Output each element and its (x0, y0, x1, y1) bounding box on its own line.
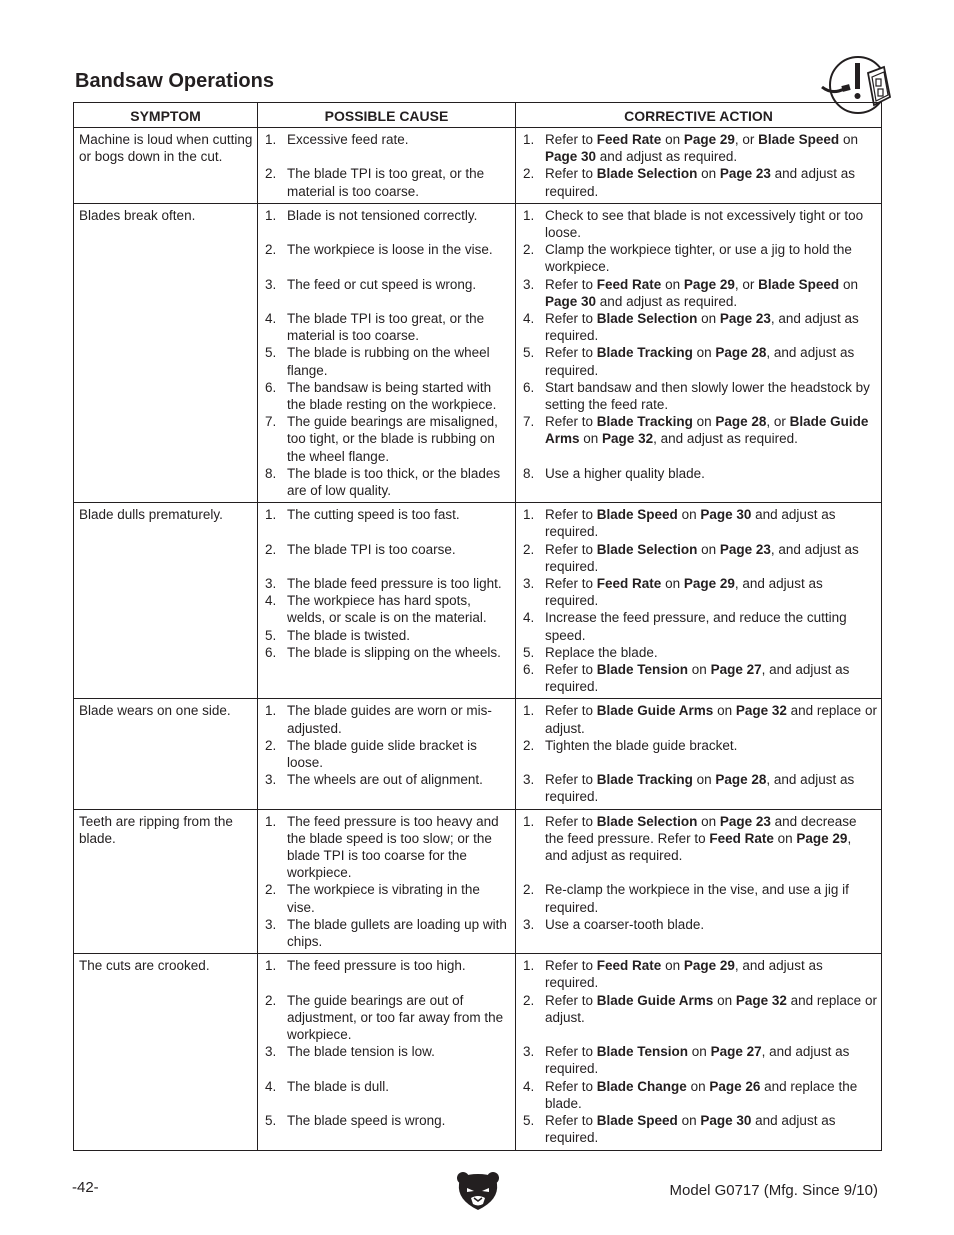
action-text: Increase the feed pressure, and reduce the cutting speed. (545, 610, 847, 643)
cause-item (263, 1112, 511, 1129)
action-item (521, 344, 877, 378)
cause-text: The feed or cut speed is wrong. (287, 276, 477, 292)
action-number: 2. (523, 166, 535, 182)
cause-number: 2. (265, 541, 277, 557)
action-text: Refer to Blade Selection on Page 23 and decrease the feed pressure. Refer to Feed Rate on Page 29, and adjust as required. (545, 813, 857, 864)
action-item (521, 737, 877, 754)
cause-text: The blade is rubbing on the wheel flange. (287, 345, 490, 378)
cause-text: The blade TPI is too coarse. (287, 541, 456, 557)
cause-item (263, 165, 511, 199)
action-item (521, 276, 877, 310)
action-item (521, 957, 877, 991)
action-number: 6. (523, 662, 535, 678)
cause-number: 3. (265, 772, 277, 788)
cause-item (263, 737, 511, 771)
header-possible-cause: POSSIBLE CAUSE (258, 103, 516, 128)
cause-cell (258, 503, 516, 699)
cause-item (263, 813, 511, 882)
action-item (521, 916, 877, 933)
action-cell (516, 954, 882, 1150)
cause-item (263, 916, 511, 950)
action-number: 2. (523, 242, 535, 258)
action-number: 2. (523, 541, 535, 557)
cause-text: The blade feed pressure is too light. (287, 576, 502, 591)
action-text: Refer to Blade Selection on Page 23, and adjust as required. (545, 311, 859, 344)
cause-cell (258, 128, 516, 204)
action-number: 5. (523, 644, 535, 660)
cause-number: 4. (265, 1078, 277, 1094)
action-text: Start bandsaw and then slowly lower the headstock by setting the feed rate. (545, 379, 870, 413)
cause-number: 4. (265, 593, 277, 609)
cause-item (263, 506, 511, 523)
table-header-row (74, 103, 882, 128)
action-number: 5. (523, 1113, 535, 1129)
action-text: Refer to Feed Rate on Page 29, and adjust as required. (545, 958, 823, 991)
cause-number: 2. (265, 882, 277, 898)
action-number: 5. (523, 345, 535, 361)
action-text: Refer to Blade Change on Page 26 and replace the blade. (545, 1078, 858, 1111)
cause-number: 2. (265, 242, 277, 258)
cause-number: 1. (265, 703, 277, 719)
symptom-cell: Blades break often. (74, 203, 258, 502)
action-item (521, 207, 877, 241)
cause-text: Excessive feed rate. (287, 132, 409, 147)
table-row (74, 203, 882, 502)
action-number: 3. (523, 772, 535, 788)
cause-item (263, 131, 511, 148)
cause-text: The workpiece is vibrating in the vise. (287, 882, 480, 915)
cause-item (263, 379, 511, 413)
action-number: 3. (523, 916, 535, 932)
action-item (521, 702, 877, 736)
action-text: Clamp the workpiece tighter, or use a jig to hold the workpiece. (545, 242, 852, 275)
action-number: 3. (523, 1044, 535, 1060)
cause-item (263, 1043, 511, 1060)
cause-text: The bandsaw is being started with the blade resting on the workpiece. (287, 379, 497, 412)
action-text: Refer to Blade Guide Arms on Page 32 and replace or adjust. (545, 992, 877, 1025)
action-item (521, 506, 877, 540)
cause-text: The blade is slipping on the wheels. (287, 644, 501, 660)
cause-number: 1. (265, 507, 277, 523)
action-cell (516, 699, 882, 809)
cause-number: 5. (265, 627, 277, 643)
page-number: -42- (72, 1179, 99, 1196)
action-text: Refer to Blade Selection on Page 23 and adjust as required. (545, 166, 855, 199)
table-row (74, 699, 882, 809)
action-text: Refer to Blade Speed on Page 30 and adjust as required. (545, 507, 836, 540)
action-text: Refer to Blade Tension on Page 27, and adjust as required. (545, 662, 850, 695)
symptom-cell: Blade wears on one side. (74, 699, 258, 809)
cause-text: The blade is too thick, or the blades are of low quality. (287, 465, 501, 499)
cause-number: 2. (265, 166, 277, 182)
action-item (521, 644, 877, 661)
cause-item (263, 575, 511, 592)
action-text: Use a higher quality blade. (545, 465, 705, 481)
action-cell (516, 809, 882, 954)
action-item (521, 131, 877, 165)
symptom-cell: Teeth are ripping from the blade. (74, 809, 258, 954)
cause-text: The blade guides are worn or mis-adjusted. (287, 703, 492, 736)
action-number: 4. (523, 1078, 535, 1094)
cause-text: Blade is not tensioned correctly. (287, 207, 478, 223)
action-number: 1. (523, 207, 535, 223)
symptom-cell: The cuts are crooked. (74, 954, 258, 1150)
cause-number: 6. (265, 644, 277, 660)
action-text: Replace the blade. (545, 644, 658, 660)
cause-item (263, 344, 511, 378)
action-item (521, 881, 877, 915)
model-label: Model G0717 (Mfg. Since 9/10) (669, 1182, 878, 1199)
cause-number: 4. (265, 310, 277, 326)
cause-item (263, 627, 511, 644)
cause-number: 1. (265, 958, 277, 974)
table-row (74, 809, 882, 954)
cause-text: The cutting speed is too fast. (287, 507, 460, 523)
cause-item (263, 207, 511, 224)
action-number: 1. (523, 813, 535, 829)
action-number: 8. (523, 465, 535, 481)
action-item (521, 1078, 877, 1112)
action-number: 7. (523, 414, 535, 430)
cause-item (263, 957, 511, 974)
cause-text: The guide bearings are misaligned, too tight, or the blade is rubbing on the wheel flange. (287, 414, 498, 464)
cause-text: The wheels are out of alignment. (287, 772, 483, 788)
page-title: Bandsaw Operations (75, 70, 274, 92)
cause-text: The feed pressure is too heavy and the blade speed is too slow; or the blade TPI is too coarse for the workpiece. (287, 813, 499, 881)
cause-text: The feed pressure is too high. (287, 958, 466, 974)
action-text: Refer to Blade Selection on Page 23, and adjust as required. (545, 541, 859, 574)
action-item (521, 1043, 877, 1077)
cause-item (263, 992, 511, 1044)
action-item (521, 379, 877, 413)
table-row (74, 954, 882, 1150)
action-item (521, 771, 877, 805)
cause-item (263, 276, 511, 293)
cause-number: 3. (265, 576, 277, 591)
cause-number: 7. (265, 414, 277, 430)
cause-cell (258, 699, 516, 809)
cause-number: 1. (265, 132, 277, 147)
action-text: Refer to Blade Tracking on Page 28, and adjust as required. (545, 772, 855, 805)
action-item (521, 310, 877, 344)
action-number: 4. (523, 311, 535, 327)
cause-cell (258, 203, 516, 502)
cause-text: The blade speed is wrong. (287, 1113, 446, 1129)
action-number: 3. (523, 576, 535, 592)
cause-item (263, 592, 511, 626)
cause-item (263, 413, 511, 465)
cause-item (263, 702, 511, 736)
table-row (74, 128, 882, 204)
action-number: 1. (523, 507, 535, 523)
action-text: Refer to Blade Speed on Page 30 and adjust as required. (545, 1113, 836, 1146)
cause-text: The blade is twisted. (287, 627, 411, 643)
action-number: 3. (523, 276, 535, 292)
action-cell (516, 203, 882, 502)
bear-logo-icon (455, 1170, 501, 1212)
symptom-cell: Machine is loud when cutting or bogs down in the cut. (74, 128, 258, 204)
action-text: Check to see that blade is not excessively tight or too loose. (545, 207, 864, 241)
header-corrective-action: CORRECTIVE ACTION (516, 103, 882, 128)
cause-text: The blade is dull. (287, 1078, 390, 1094)
header-symptom: SYMPTOM (74, 103, 258, 128)
action-text: Use a coarser-tooth blade. (545, 916, 705, 932)
action-item (521, 241, 877, 275)
action-item (521, 609, 877, 643)
cause-text: The blade guide slide bracket is loose. (287, 737, 477, 771)
action-number: 1. (523, 958, 535, 974)
action-item (521, 992, 877, 1026)
cause-item (263, 771, 511, 788)
action-number: 1. (523, 132, 535, 147)
cause-item (263, 310, 511, 344)
cause-number: 1. (265, 813, 277, 829)
cause-number: 2. (265, 737, 277, 753)
cause-number: 8. (265, 465, 277, 481)
action-text: Refer to Feed Rate on Page 29, or Blade Speed on Page 30 and adjust as required. (545, 132, 858, 165)
action-number: 4. (523, 610, 535, 626)
symptom-cell: Blade dulls prematurely. (74, 503, 258, 699)
cause-item (263, 1078, 511, 1095)
action-item (521, 165, 877, 199)
cause-cell (258, 809, 516, 954)
cause-text: The workpiece is loose in the vise. (287, 242, 493, 258)
cause-number: 3. (265, 916, 277, 932)
action-text: Re-clamp the workpiece in the vise, and use a jig if required. (545, 882, 849, 915)
cause-text: The blade tension is low. (287, 1044, 435, 1060)
cause-number: 6. (265, 379, 277, 395)
action-number: 1. (523, 703, 535, 719)
cause-number: 3. (265, 1044, 277, 1060)
action-text: Refer to Blade Tension on Page 27, and adjust as required. (545, 1044, 850, 1077)
cause-cell (258, 954, 516, 1150)
cause-number: 1. (265, 207, 277, 223)
troubleshooting-table (73, 102, 882, 1151)
action-text: Tighten the blade guide bracket. (545, 737, 738, 753)
action-text: Refer to Blade Tracking on Page 28, and adjust as required. (545, 345, 855, 378)
action-number: 2. (523, 882, 535, 898)
action-item (521, 413, 877, 447)
cause-text: The blade TPI is too great, or the material is too coarse. (287, 310, 485, 344)
action-text: Refer to Blade Tracking on Page 28, or Blade Guide Arms on Page 32, and adjust as required. (545, 414, 869, 447)
cause-item (263, 881, 511, 915)
action-text: Refer to Feed Rate on Page 29, or Blade Speed on Page 30 and adjust as required. (545, 276, 858, 309)
cause-text: The guide bearings are out of adjustment, or too far away from the workpiece. (287, 992, 504, 1043)
cause-item (263, 465, 511, 499)
cause-text: The blade TPI is too great, or the material is too coarse. (287, 166, 485, 199)
action-item (521, 465, 877, 482)
action-item (521, 541, 877, 575)
action-item (521, 1112, 877, 1146)
action-number: 6. (523, 379, 535, 395)
action-item (521, 661, 877, 695)
cause-item (263, 541, 511, 558)
cause-number: 2. (265, 992, 277, 1008)
action-cell (516, 503, 882, 699)
action-number: 2. (523, 992, 535, 1008)
cause-item (263, 644, 511, 661)
cause-number: 3. (265, 276, 277, 292)
cause-text: The workpiece has hard spots, welds, or scale is on the material. (287, 593, 487, 626)
action-item (521, 813, 877, 865)
table-row (74, 503, 882, 699)
action-text: Refer to Blade Guide Arms on Page 32 and replace or adjust. (545, 703, 877, 736)
action-number: 2. (523, 737, 535, 753)
action-item (521, 575, 877, 609)
cause-number: 5. (265, 1113, 277, 1129)
action-text: Refer to Feed Rate on Page 29, and adjust as required. (545, 576, 823, 609)
cause-item (263, 241, 511, 258)
cause-number: 5. (265, 345, 277, 361)
cause-text: The blade gullets are loading up with chips. (287, 916, 507, 950)
action-cell (516, 128, 882, 204)
